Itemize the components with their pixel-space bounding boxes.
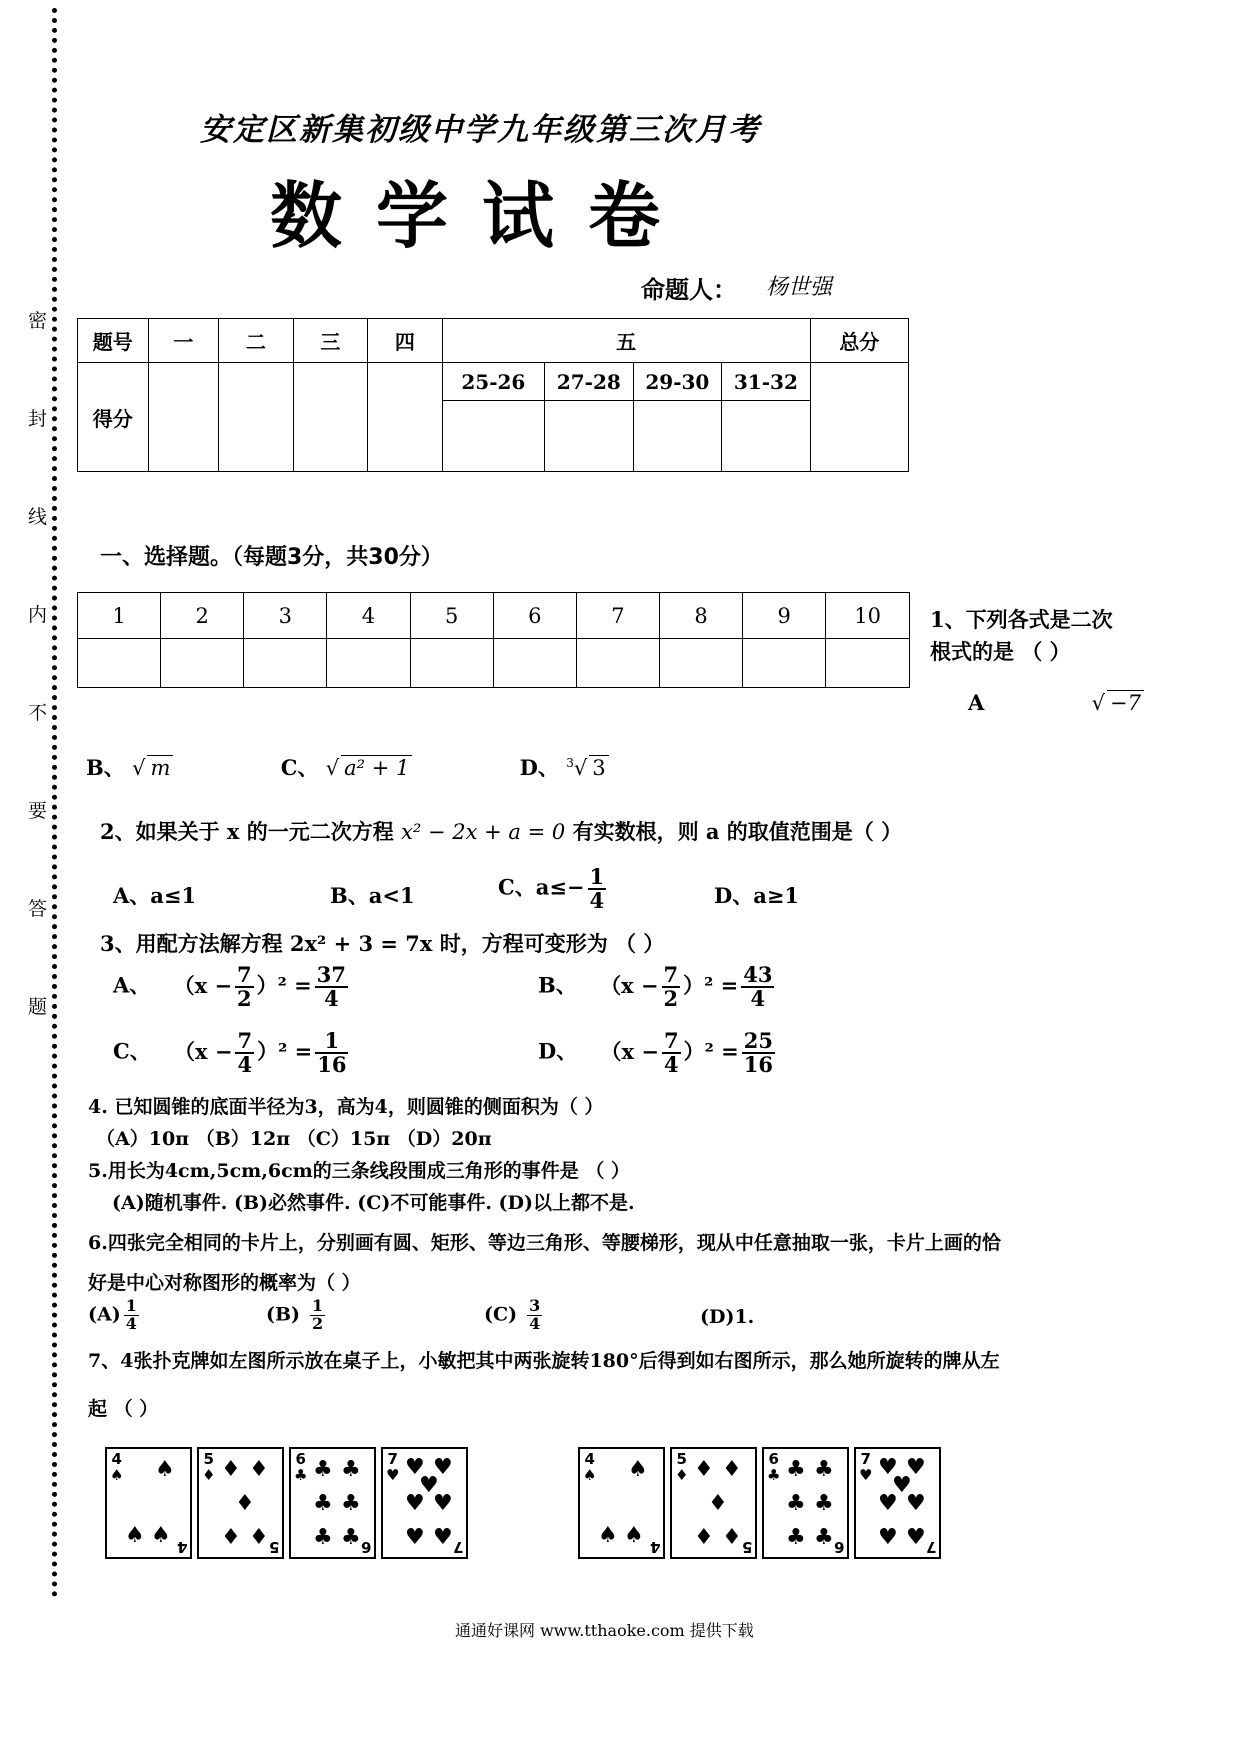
fraction-denominator: 4 (125, 1313, 137, 1333)
q2-stem-pre: 2、如果关于 x 的一元二次方程 (100, 819, 394, 844)
card-rank: 5 (268, 1538, 279, 1556)
q6-option-c (484, 1298, 545, 1333)
q2-option-a: A、a≤1 (113, 883, 197, 908)
q2-option-d: D、a≥1 (714, 883, 800, 908)
spade-icon: ♠ (628, 1457, 648, 1482)
q6-option-a (88, 1298, 142, 1333)
fraction (741, 964, 774, 1010)
answer-table (77, 592, 910, 688)
club-icon: ♣ (786, 1457, 806, 1482)
q2-c-pre: C、a≤− (498, 874, 585, 900)
radical-icon: √ (132, 756, 146, 780)
fraction-numerator: 1 (125, 1296, 137, 1315)
card-corner (110, 1451, 123, 1483)
seal-char: 题 (28, 996, 48, 1018)
q1-a-label: A (968, 690, 985, 715)
q1-a-value: −7 (1107, 690, 1144, 715)
seal-char: 不 (28, 702, 48, 724)
diamond-icon: ♦ (694, 1457, 714, 1482)
club-icon: ♣ (341, 1491, 361, 1516)
q1-d-index: 3 (566, 756, 574, 770)
school-line: 安定区新集初级中学九年级第三次月考 (200, 112, 761, 148)
fraction-numerator: 43 (743, 962, 773, 987)
spade-icon: ♠ (125, 1523, 145, 1548)
score-label-no: 题号 (78, 319, 149, 363)
score-cell[interactable] (442, 401, 544, 472)
fraction-denominator: 16 (743, 1052, 773, 1078)
diamond-icon: ♦ (675, 1466, 689, 1484)
score-part-label: 25-26 (442, 363, 544, 401)
q6-option-d: (D)1. (700, 1306, 755, 1328)
diamond-icon: ♦ (221, 1457, 241, 1482)
score-part-label: 29-30 (633, 363, 722, 401)
fraction-denominator: 4 (750, 986, 766, 1012)
spade-icon: ♠ (598, 1523, 618, 1548)
heart-icon: ♥ (878, 1455, 898, 1480)
club-icon: ♣ (786, 1525, 806, 1550)
answer-cell[interactable] (410, 639, 493, 688)
card-corner (361, 1539, 371, 1555)
fraction (124, 1298, 139, 1333)
fraction (742, 1030, 775, 1076)
club-icon: ♣ (767, 1466, 781, 1484)
fraction-numerator: 7 (663, 962, 679, 987)
fraction-numerator: 37 (316, 962, 347, 987)
q6-stem-line1: 6.四张完全相同的卡片上，分别画有圆、矩形、等边三角形、等腰梯形，现从中任意抽取一张，卡片上画的恰 (88, 1232, 1001, 1254)
answer-cell[interactable] (78, 639, 161, 688)
q7-stem-line1: 7、4张扑克牌如左图所示放在桌子上，小敏把其中两张旋转180°后得到如右图所示，那么她所旋转的牌从左 (88, 1350, 1000, 1372)
spade-icon: ♠ (151, 1523, 171, 1548)
q1-d-value: 3 (589, 755, 608, 780)
card-corner (177, 1539, 187, 1555)
fraction (588, 866, 607, 912)
card-rank: 5 (741, 1538, 752, 1556)
club-icon: ♣ (814, 1491, 834, 1516)
radical-icon: √ (1091, 691, 1105, 715)
card-corner (675, 1451, 688, 1483)
answer-number: 4 (327, 593, 410, 639)
q1-stem-line1: 1、下列各式是二次 (930, 607, 1113, 632)
fraction-denominator: 4 (324, 986, 339, 1012)
heart-icon: ♥ (878, 1525, 898, 1550)
radical-icon: √ (325, 756, 340, 780)
q1-b-value: m (147, 755, 173, 780)
seal-char: 封 (28, 408, 48, 430)
score-section-1: 一 (148, 319, 219, 363)
fraction-numerator: 3 (529, 1296, 541, 1315)
fraction-numerator: 1 (589, 864, 605, 889)
card-corner (859, 1451, 872, 1483)
fraction-denominator: 4 (589, 888, 605, 914)
fraction-denominator: 2 (312, 1313, 324, 1333)
score-part-label: 27-28 (545, 363, 634, 401)
answer-cell[interactable] (659, 639, 742, 688)
q1-d-label: D、 (519, 755, 559, 780)
heart-icon: ♥ (433, 1525, 453, 1550)
q3-a-pre: （x − (173, 972, 233, 998)
fraction (315, 964, 348, 1010)
q3-c-label: C、 (113, 1038, 151, 1064)
fraction-numerator: 7 (237, 962, 252, 987)
q2-stem-post: 有实数根，则 a 的取值范围是（ ） (572, 819, 903, 844)
diamond-icon: ♦ (694, 1525, 714, 1550)
seal-char: 答 (28, 898, 48, 920)
heart-icon: ♥ (878, 1491, 898, 1516)
diamond-icon: ♦ (235, 1491, 255, 1516)
q7-stem-line2: 起 （ ） (88, 1398, 159, 1420)
q6-option-b (266, 1298, 328, 1333)
score-section-4: 四 (368, 319, 443, 363)
score-cell[interactable] (368, 363, 443, 472)
heart-icon: ♥ (405, 1525, 425, 1550)
card-rank: 4 (176, 1538, 187, 1556)
card-corner (742, 1539, 752, 1555)
score-cell[interactable] (633, 401, 722, 472)
card-rank: 7 (860, 1450, 871, 1468)
score-cell[interactable] (293, 363, 368, 472)
heart-icon: ♥ (433, 1455, 453, 1480)
fraction-denominator: 4 (237, 1052, 253, 1078)
heart-icon: ♥ (906, 1491, 926, 1516)
q3-a-label: A、 (113, 972, 151, 998)
club-icon: ♣ (786, 1491, 806, 1516)
fraction-denominator: 2 (663, 986, 679, 1012)
answer-number: 10 (826, 593, 910, 639)
fraction-numerator: 1 (315, 1030, 348, 1054)
q5-stem: 5.用长为4cm,5cm,6cm的三条线段围成三角形的事件是 （ ） (88, 1160, 630, 1182)
heart-icon: ♥ (386, 1466, 400, 1484)
playing-card (381, 1447, 468, 1559)
fraction-denominator: 4 (529, 1313, 541, 1333)
fraction (310, 1298, 325, 1333)
club-icon: ♣ (294, 1466, 308, 1484)
diamond-icon: ♦ (202, 1466, 216, 1484)
score-cell[interactable] (810, 363, 908, 472)
q3-b-label: B、 (538, 972, 577, 998)
playing-card (105, 1447, 192, 1559)
card-corner (202, 1451, 215, 1483)
heart-icon: ♥ (405, 1455, 425, 1480)
seal-dotted-line (52, 8, 57, 1598)
answer-cell[interactable] (826, 639, 910, 688)
card-rank: 7 (452, 1538, 463, 1556)
heart-icon: ♥ (859, 1466, 873, 1484)
spade-icon: ♠ (583, 1466, 597, 1484)
heart-icon: ♥ (906, 1455, 926, 1480)
playing-card (289, 1447, 376, 1559)
q3-d-mid: ）² = (683, 1038, 739, 1064)
score-label-score: 得分 (78, 363, 149, 472)
q3-option-c (113, 1030, 351, 1076)
q3-c-mid: ）² = (257, 1038, 313, 1064)
answer-number: 2 (161, 593, 244, 639)
fraction (662, 1030, 681, 1076)
score-total: 总分 (810, 319, 908, 363)
fraction (315, 1030, 348, 1076)
answer-number: 1 (78, 593, 161, 639)
author-name: 杨世强 (766, 275, 833, 300)
fraction-numerator: 25 (743, 1028, 773, 1053)
score-cell[interactable] (722, 401, 811, 472)
q1-option-a (968, 690, 1144, 715)
q4-stem: 4. 已知圆锥的底面半径为3，高为4，则圆锥的侧面积为（ ） (88, 1096, 604, 1118)
card-rank: 7 (925, 1538, 936, 1556)
club-icon: ♣ (313, 1491, 333, 1516)
card-corner (453, 1539, 463, 1555)
card-rank: 6 (768, 1450, 779, 1468)
footer-credit: 通通好课网 www.tthaoke.com 提供下载 (455, 1621, 754, 1640)
fraction-denominator: 2 (237, 986, 252, 1012)
spade-icon: ♠ (624, 1523, 644, 1548)
club-icon: ♣ (313, 1525, 333, 1550)
fraction-denominator: 4 (663, 1052, 679, 1078)
q1-c-label: C、 (280, 755, 319, 780)
card-corner (386, 1451, 399, 1483)
fraction-denominator: 16 (317, 1052, 347, 1078)
answer-number: 6 (493, 593, 576, 639)
heart-icon: ♥ (906, 1525, 926, 1550)
playing-card (197, 1447, 284, 1559)
heart-icon: ♥ (433, 1491, 453, 1516)
q3-option-d (538, 1030, 778, 1076)
playing-card (762, 1447, 849, 1559)
club-icon: ♣ (814, 1525, 834, 1550)
card-rank: 6 (360, 1538, 371, 1556)
seal-char: 内 (28, 604, 48, 626)
section-1-title: 一、选择题。（每题3分，共30分） (100, 545, 443, 570)
fraction (662, 964, 681, 1010)
score-section-3: 三 (293, 319, 368, 363)
q6-stem-line2: 好是中心对称图形的概率为（ ） (88, 1272, 361, 1294)
q2-stem (100, 816, 902, 846)
card-corner (650, 1539, 660, 1555)
card-rank: 4 (649, 1538, 660, 1556)
q2-equation: x² − 2x + a = 0 (401, 820, 566, 844)
score-section-2: 二 (219, 319, 294, 363)
answer-number: 8 (659, 593, 742, 639)
q3-a-mid: ）² = (256, 972, 312, 998)
radical-icon: √ (573, 756, 588, 780)
seal-char: 要 (28, 800, 48, 822)
score-cell[interactable] (219, 363, 294, 472)
diamond-icon: ♦ (249, 1525, 269, 1550)
diamond-icon: ♦ (249, 1457, 269, 1482)
q3-b-pre: （x − (600, 972, 659, 998)
diamond-icon: ♦ (722, 1525, 742, 1550)
answer-cell[interactable] (161, 639, 244, 688)
q3-c-pre: （x − (174, 1038, 233, 1064)
diamond-icon: ♦ (221, 1525, 241, 1550)
fraction (235, 1030, 254, 1076)
score-table (77, 318, 909, 472)
club-icon: ♣ (313, 1457, 333, 1482)
spade-icon: ♠ (110, 1466, 124, 1484)
fraction-numerator: 7 (237, 1028, 253, 1053)
q1-options-bcd (86, 752, 609, 782)
q6-a-label: (A) (88, 1303, 121, 1326)
q2-option-b: B、a<1 (330, 883, 415, 908)
answer-cell[interactable] (576, 639, 659, 688)
card-corner (583, 1451, 596, 1483)
card-corner (926, 1539, 936, 1555)
card-rank: 5 (203, 1450, 214, 1468)
q1-b-label: B、 (86, 755, 125, 780)
card-rank: 4 (111, 1450, 122, 1468)
q3-option-b (538, 964, 777, 1010)
playing-card (578, 1447, 665, 1559)
playing-card (854, 1447, 941, 1559)
diamond-icon: ♦ (708, 1491, 728, 1516)
card-corner (767, 1451, 780, 1483)
fraction-numerator: 7 (663, 1028, 679, 1053)
score-section-5: 五 (442, 319, 810, 363)
q3-stem: 3、用配方法解方程 2x² + 3 = 7x 时，方程可变形为 （ ） (100, 931, 665, 956)
heart-icon: ♥ (405, 1491, 425, 1516)
card-corner (294, 1451, 307, 1483)
answer-number: 5 (410, 593, 493, 639)
fraction (527, 1298, 542, 1333)
q5-options: (A)随机事件. (B)必然事件. (C)不可能事件. (D)以上都不是. (112, 1192, 635, 1214)
heart-icon: ♥ (892, 1473, 912, 1498)
answer-number: 7 (576, 593, 659, 639)
club-icon: ♣ (341, 1525, 361, 1550)
card-rank: 5 (676, 1450, 687, 1468)
answer-cell[interactable] (327, 639, 410, 688)
author-label: 命题人： (641, 276, 737, 304)
seal-char: 线 (28, 506, 48, 528)
diamond-icon: ♦ (722, 1457, 742, 1482)
answer-cell[interactable] (743, 639, 826, 688)
club-icon: ♣ (814, 1457, 834, 1482)
q3-d-pre: （x − (600, 1038, 659, 1064)
heart-icon: ♥ (419, 1473, 439, 1498)
q3-b-mid: ）² = (683, 972, 739, 998)
card-rank: 6 (833, 1538, 844, 1556)
q3-d-label: D、 (538, 1038, 578, 1064)
fraction-numerator: 1 (312, 1296, 324, 1315)
seal-char: 密 (28, 310, 48, 332)
club-icon: ♣ (341, 1457, 361, 1482)
card-rank: 4 (584, 1450, 595, 1468)
score-part-label: 31-32 (722, 363, 811, 401)
card-corner (834, 1539, 844, 1555)
q2-option-c (498, 866, 609, 912)
score-cell[interactable] (545, 401, 634, 472)
playing-card (670, 1447, 757, 1559)
card-corner (269, 1539, 279, 1555)
card-rank: 7 (387, 1450, 398, 1468)
q6-c-label: (C) (484, 1303, 518, 1326)
card-rank: 6 (295, 1450, 306, 1468)
answer-number: 3 (244, 593, 327, 639)
score-cell[interactable] (148, 363, 219, 472)
answer-number: 9 (743, 593, 826, 639)
q1-stem-line2: 根式的是 （ ） (930, 639, 1071, 664)
spade-icon: ♠ (155, 1457, 175, 1482)
q6-b-label: (B) (266, 1303, 301, 1326)
q1-c-value: a² + 1 (341, 755, 412, 780)
answer-cell[interactable] (244, 639, 327, 688)
answer-cell[interactable] (493, 639, 576, 688)
q4-options: （A）10π （B）12π （C）15π （D）20π (96, 1128, 492, 1150)
fraction (235, 964, 254, 1010)
page-title: 数学试卷 (270, 174, 695, 258)
q3-option-a (113, 964, 351, 1010)
